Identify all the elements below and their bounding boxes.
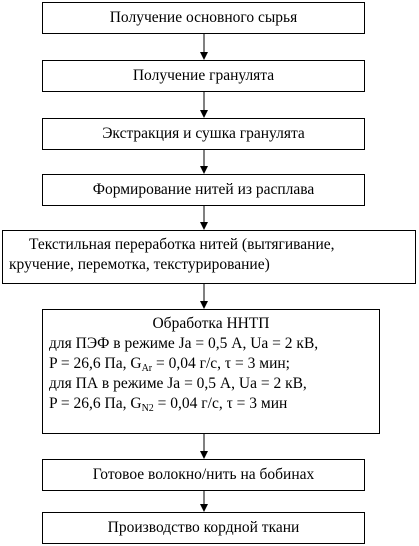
arrow-4-5 xyxy=(200,206,208,230)
step-label: Экстракция и сушка гранулята xyxy=(102,125,305,142)
step-label: Формирование нитей из расплава xyxy=(92,181,315,198)
step-label: Получение основного сырья xyxy=(109,9,298,26)
arrow-7-8 xyxy=(200,491,208,512)
treatment-line: P = 26,6 Па, $G_{N2} = 0,04$ г/с, τ = 3 мин xyxy=(49,395,288,414)
treatment-title: Обработка НHТП xyxy=(152,315,270,332)
treatment-line: P = 26,6 Па, $G_{Ar} = 0,04$ г/с, τ = 3 мин; xyxy=(49,355,290,374)
arrow-3-4 xyxy=(200,150,208,174)
arrow-1-2 xyxy=(200,34,208,60)
treatment-line: для ПЭФ в режиме Ja = 0,5 А, Ua = 2 кВ, xyxy=(49,335,319,352)
step-label-line: Текстильная переработка нитей (вытягивание, xyxy=(29,236,335,253)
treatment-line: для ПА в режиме Ja = 0,5 А, Ua = 2 кВ, xyxy=(49,375,307,392)
step-label-line: кручение, перемотка, текстурирование) xyxy=(9,256,270,273)
step-label: Готовое волокно/нить на бобинах xyxy=(92,466,315,483)
arrow-5-6 xyxy=(200,284,208,309)
arrow-2-3 xyxy=(200,92,208,118)
step-label: Получение гранулята xyxy=(132,67,275,84)
step-label: Производство кордной ткани xyxy=(107,519,300,536)
arrow-6-7 xyxy=(200,434,208,459)
